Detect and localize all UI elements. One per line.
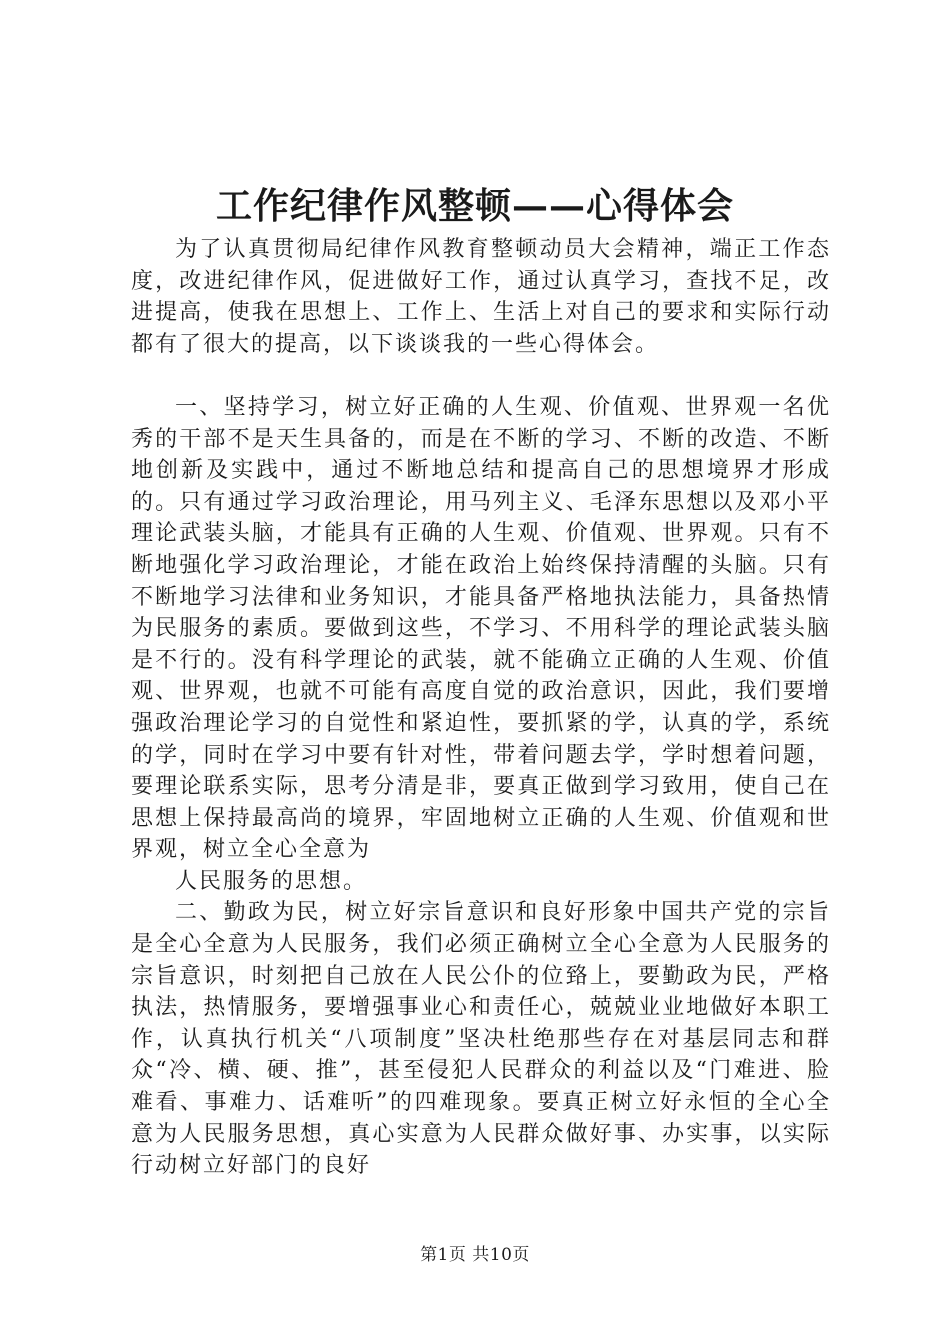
section-one-continuation: 人民服务的思想。	[175, 868, 368, 894]
intro-paragraph: 为了认真贯彻局纪律作风教育整顿动员大会精神，端正工作态度，改进纪律作风，促进做好工作，通过认真学习，查找不足，改进提高，使我在思想上、工作上、生活上对自己的要求和实际行动都有了很大的提高，以下谈谈我的一些心得体会。	[131, 237, 831, 357]
paragraph-spacer	[131, 360, 831, 392]
document-body	[131, 234, 831, 1182]
section-one-paragraph: 一、坚持学习，树立好正确的人生观、价值观、世界观一名优秀的干部不是天生具备的，而是在不断的学习、不断的改造、不断地创新及实践中，通过不断地总结和提高自己的思想境界才形成的。只有通过学习政治理论，用马列主义、毛泽东思想以及邓小平理论武装头脑，才能具有正确的人生观、价值观、世界观。只有不断地强化学习政治理论，才能在政治上始终保持清醒的头脑。只有不断地学习法律和业务知识，才能具备严格地执法能力，具备热情为民服务的素质。要做到这些，不学习、不用科学的理论武装头脑是不行的。没有科学理论的武装，就不能确立正确的人生观、价值观、世界观，也就不可能有高度自觉的政治意识，因此，我们要增强政治理论学习的自觉性和紧迫性，要抓紧的学，认真的学，系统的学，同时在学习中要有针对性，带着问题去学，学时想着问题，要理论联系实际，思考分清是非，要真正做到学习致用，使自己在思想上保持最高尚的境界，牢固地树立正确的人生观、价值观和世界观，树立全心全意为	[131, 394, 831, 863]
section-two-paragraph: 二、勤政为民，树立好宗旨意识和良好形象中国共产党的宗旨是全心全意为人民服务，我们必须正确树立全心全意为人民服务的宗旨意识，时刻把自己放在人民公仆的位臵上，要勤政为民，严格执法，热情服务，要增强事业心和责任心，兢兢业业地做好本职工作，认真执行机关“八项制度”坚决杜绝那些存在对基层同志和群众“冷、横、硬、推”，甚至侵犯人民群众的利益以及“门难进、脸难看、事难力、话难听”的四难现象。要真正树立好永恒的全心全意为人民服务思想，真心实意为人民群众做好事、办实事，以实际行动树立好部门的良好	[131, 900, 831, 1179]
page-title: 工作纪律作风整顿——心得体会	[215, 185, 734, 227]
page-number-footer: 第1页 共10页	[420, 1245, 530, 1265]
